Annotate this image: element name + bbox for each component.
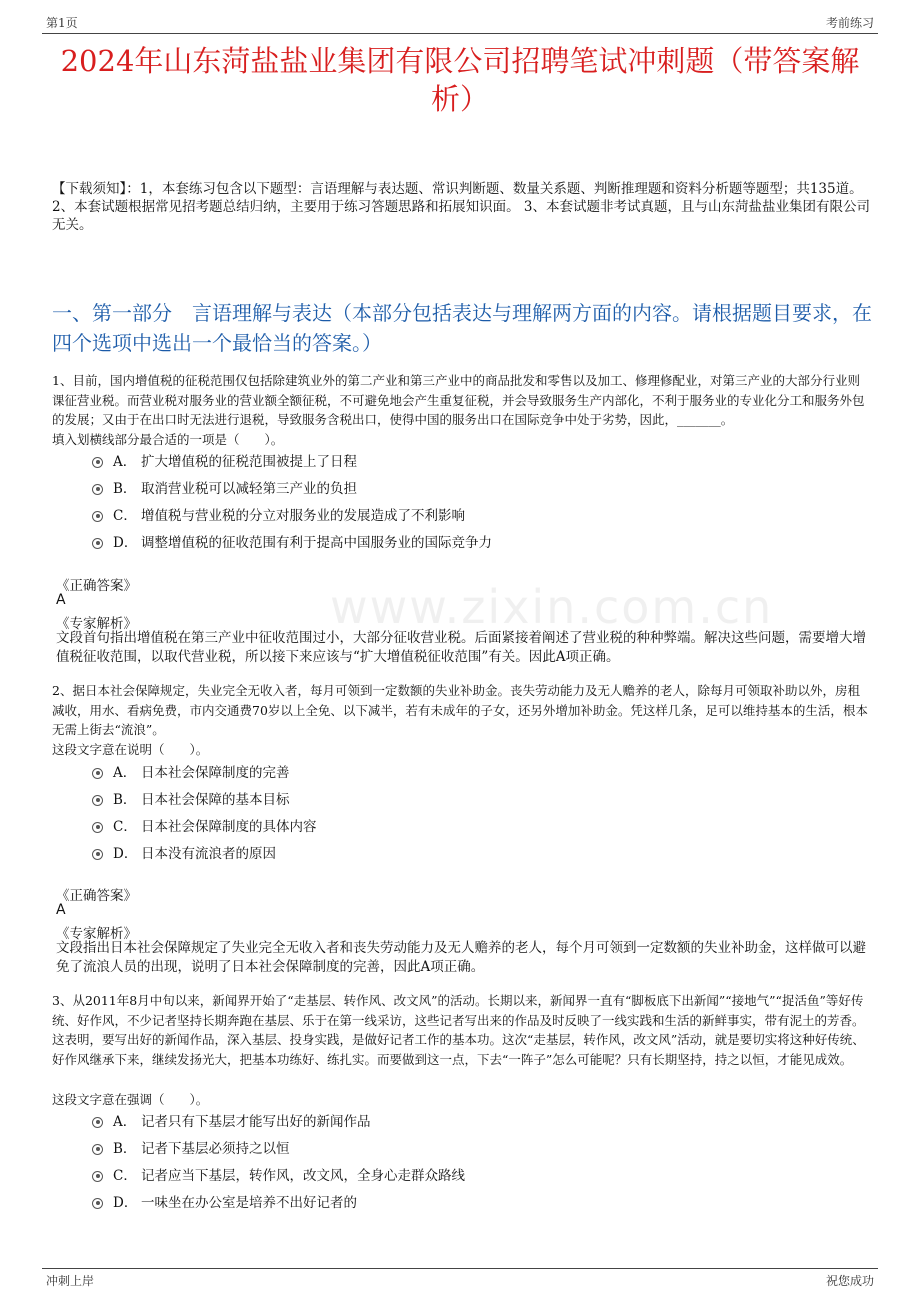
footer-left: 冲刺上岸 xyxy=(46,1274,95,1288)
radio-icon[interactable] xyxy=(92,1171,103,1182)
option-letter: A． xyxy=(113,1114,137,1130)
option-letter: B． xyxy=(113,481,137,497)
radio-icon[interactable] xyxy=(92,1198,103,1209)
document-title: 2024年山东菏盐盐业集团有限公司招聘笔试冲刺题（带答案解析） xyxy=(60,44,860,116)
option-letter: C． xyxy=(113,508,137,524)
option-letter: C． xyxy=(113,819,137,835)
question-2-prompt: 这段文字意在说明（ ）。 xyxy=(52,742,209,757)
option-text: 记者应当下基层，转作风，改文风，全身心走群众路线 xyxy=(141,1168,465,1184)
question-1-analysis: 文段首句指出增值税在第三产业中征收范围过小，大部分征收营业税。后面紧接着阐述了营业税的种种弊端。解决这些问题，需要增大增值税征收范围，以取代营业税，所以接下来应该与“扩大增值税征收范围”有关。因此A项正确。 xyxy=(56,630,866,665)
option-letter: B． xyxy=(113,792,137,808)
option-letter: B． xyxy=(113,1141,137,1157)
radio-icon[interactable] xyxy=(92,1144,103,1155)
question-2-option-d[interactable] xyxy=(92,842,276,862)
question-2-option-b[interactable] xyxy=(92,788,290,808)
answer-label: 《正确答案》 xyxy=(56,888,137,904)
answer-label: 《正确答案》 xyxy=(56,578,137,594)
option-text: 记者只有下基层才能写出好的新闻作品 xyxy=(141,1114,371,1130)
option-letter: C． xyxy=(113,1168,137,1184)
radio-icon[interactable] xyxy=(92,768,103,779)
radio-icon[interactable] xyxy=(92,849,103,860)
question-1-text: 1、目前，国内增值税的征税范围仅包括除建筑业外的第二产业和第三产业中的商品批发和零售以及加工、修理修配业，对第三产业的大部分行业则课征营业税。而营业税对服务业的营业额全额征税，不可避免地会产生重复征税，并会导致服务生产内部化，不利于服务业的专业化分工和服务外包的发展；又由于在出口时无法进行退税，导致服务含税出口，使得中国的服务出口在国际竞争中处于劣势，因此，_______。 xyxy=(52,373,865,427)
radio-icon[interactable] xyxy=(92,457,103,468)
download-notice: 【下载须知】：1，本套练习包含以下题型：言语理解与表达题、常识判断题、数量关系题、判断推理题和资料分析题等题型；共135道。 2、本套试题根据常见招考题总结归纳，主要用于练习答题思路和拓展知识面。 3、本套试题非考试真题，且与山东菏盐盐业集团有限公司无关。 xyxy=(52,181,870,233)
radio-icon[interactable] xyxy=(92,484,103,495)
question-3-option-b[interactable] xyxy=(92,1137,290,1157)
question-2-analysis: 文段指出日本社会保障规定了失业完全无收入者和丧失劳动能力及无人赡养的老人，每个月可领到一定数额的失业补助金，这样做可以避免了流浪人员的出现，说明了日本社会保障制度的完善，因此A项正确。 xyxy=(56,940,866,975)
option-text: 日本社会保障制度的具体内容 xyxy=(141,819,317,835)
option-letter: A． xyxy=(113,454,137,470)
question-3-option-a[interactable] xyxy=(92,1110,371,1130)
question-2-option-c[interactable] xyxy=(92,815,317,835)
option-text: 取消营业税可以减轻第三产业的负担 xyxy=(141,481,357,497)
question-1-option-a[interactable] xyxy=(92,450,357,470)
radio-icon[interactable] xyxy=(92,795,103,806)
header-tag: 考前练习 xyxy=(825,16,874,30)
question-2-option-a[interactable] xyxy=(92,761,290,781)
question-3-option-c[interactable] xyxy=(92,1164,465,1184)
option-text: 一味坐在办公室是培养不出好记者的 xyxy=(141,1195,357,1211)
option-text: 增值税与营业税的分立对服务业的发展造成了不利影响 xyxy=(141,508,465,524)
option-text: 扩大增值税的征税范围被提上了日程 xyxy=(141,454,357,470)
question-3-option-d[interactable] xyxy=(92,1191,357,1211)
radio-icon[interactable] xyxy=(92,511,103,522)
question-3-text: 3、从2011年8月中旬以来，新闻界开始了“走基层、转作风、改文风”的活动。长期以来，新闻界一直有“脚板底下出新闻”“接地气”“捉活鱼”等好传统、好作风，不少记者坚持长期奔跑在基层、乐于在第一线采访，这些记者写出来的作品及时反映了一线实践和生活的新鲜事实，带有泥土的芳香。这表明，要写出好的新闻作品，深入基层、投身实践，是做好记者工作的基本功。这次“走基层，转作风，改文风”活动，就是要切实将这种好传统、好作风继承下来，继续发扬光大，把基本功练好、练扎实。而要做到这一点，下去“一阵子”怎么可能呢？只有长期坚持，持之以恒，才能见成效。 xyxy=(52,993,865,1067)
analysis-label: 《专家解析》 xyxy=(56,616,137,632)
question-1-answer: A xyxy=(56,592,66,608)
option-letter: D． xyxy=(113,846,138,862)
option-text: 日本社会保障制度的完善 xyxy=(141,765,290,781)
section-heading: 一、第一部分 言语理解与表达（本部分包括表达与理解两方面的内容。请根据题目要求，在四个选项中选出一个最恰当的答案。） xyxy=(52,301,872,355)
option-letter: D． xyxy=(113,1195,138,1211)
question-2-text: 2、据日本社会保障规定，失业完全无收入者，每月可领到一定数额的失业补助金。丧失劳动能力及无人赡养的老人，除每月可领取补助以外，房租减收，用水、看病免费，市内交通费70岁以上全免、以下减半，若有未成年的子女，还另外增加补助金。凭这样几条，足可以维持基本的生活，根本无需上街去“流浪”。 xyxy=(52,683,868,737)
option-text: 记者下基层必须持之以恒 xyxy=(141,1141,290,1157)
radio-icon[interactable] xyxy=(92,538,103,549)
question-1-option-b[interactable] xyxy=(92,477,357,497)
watermark: www.zixin.com.cn xyxy=(330,580,774,634)
page-number: 第1页 xyxy=(46,16,78,30)
footer-divider xyxy=(42,1268,878,1269)
option-text: 日本没有流浪者的原因 xyxy=(141,846,276,862)
analysis-label: 《专家解析》 xyxy=(56,926,137,942)
footer-right: 祝您成功 xyxy=(825,1274,874,1288)
question-1-option-c[interactable] xyxy=(92,504,465,524)
question-2-answer: A xyxy=(56,902,66,918)
question-3-prompt: 这段文字意在强调（ ）。 xyxy=(52,1092,209,1107)
radio-icon[interactable] xyxy=(92,1117,103,1128)
question-1-option-d[interactable] xyxy=(92,531,492,551)
option-text: 日本社会保障的基本目标 xyxy=(141,792,290,808)
header-divider xyxy=(42,33,878,34)
question-1-prompt: 填入划横线部分最合适的一项是（ ）。 xyxy=(52,432,284,447)
option-letter: D． xyxy=(113,535,138,551)
radio-icon[interactable] xyxy=(92,822,103,833)
option-letter: A． xyxy=(113,765,137,781)
option-text: 调整增值税的征收范围有利于提高中国服务业的国际竞争力 xyxy=(141,535,492,551)
